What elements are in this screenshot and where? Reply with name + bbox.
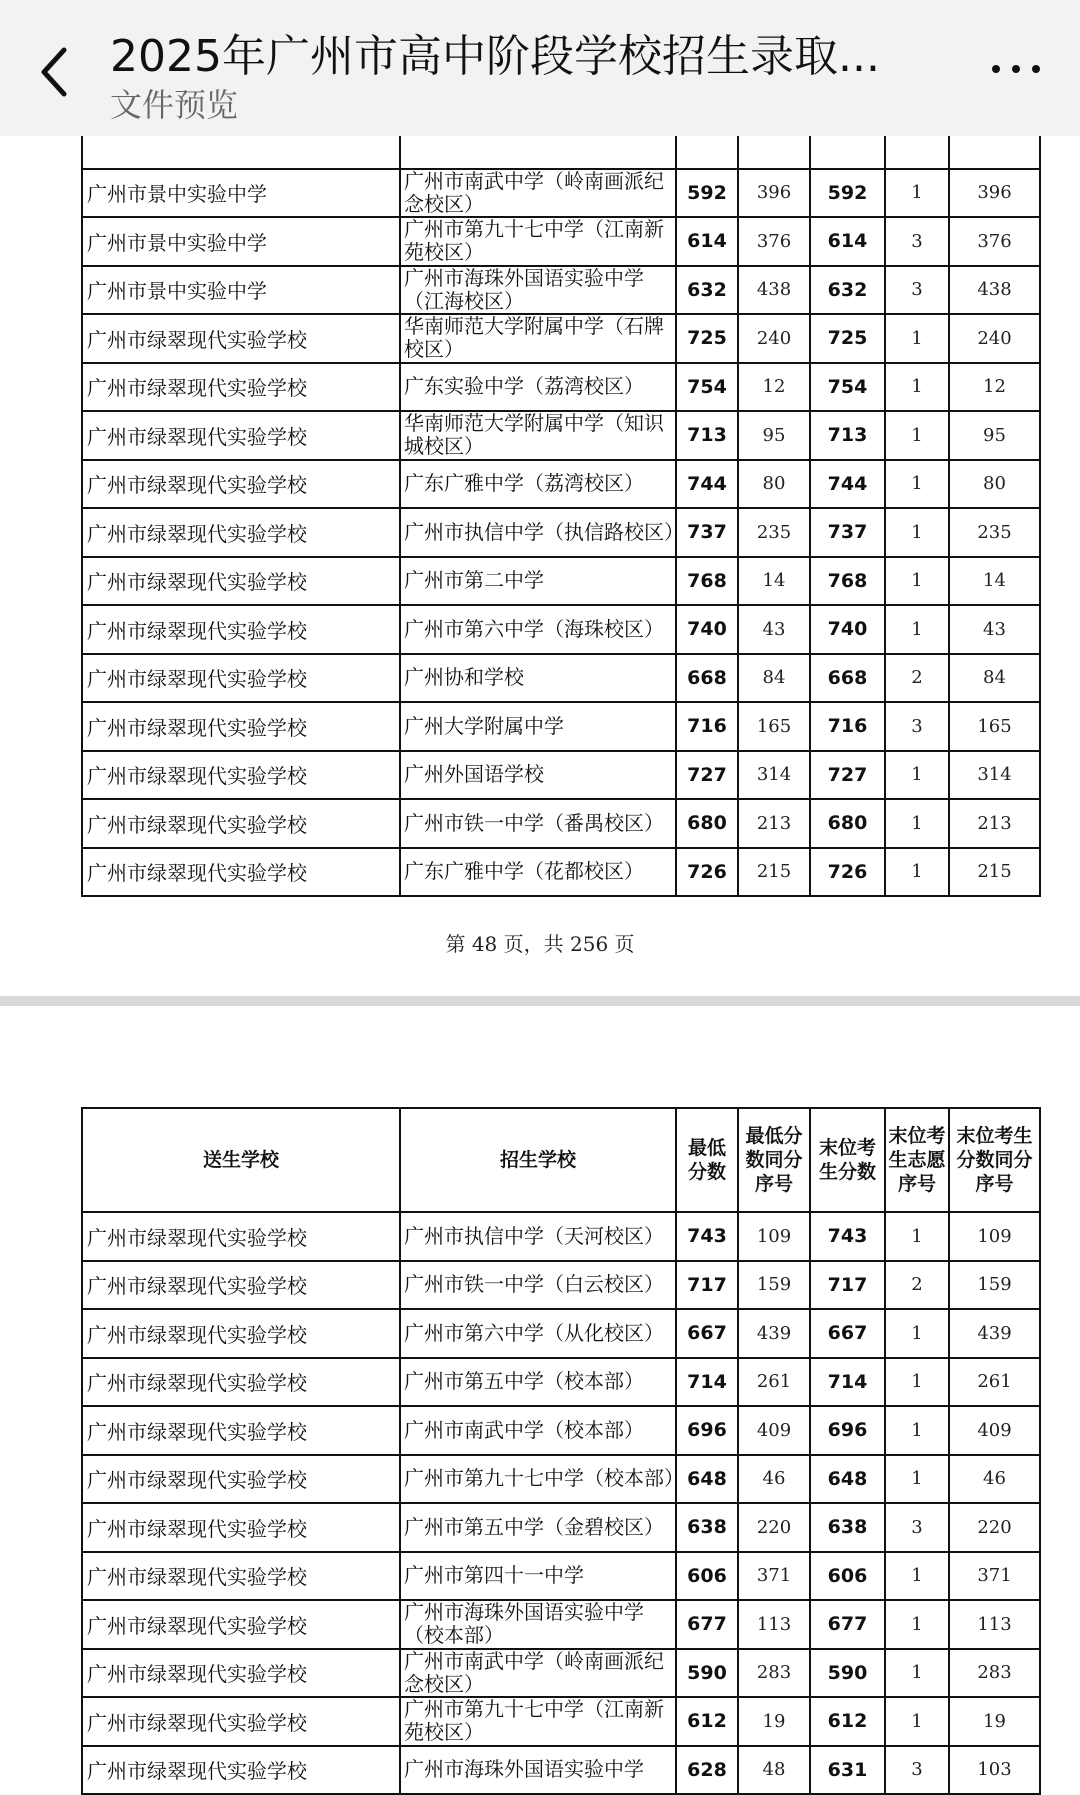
document-page-49	[0, 1006, 1080, 1784]
lowest-tie-seq-cell: 109	[738, 1212, 810, 1261]
lowest-tie-seq-cell: 220	[738, 1503, 810, 1552]
last-tie-seq-cell: 261	[949, 1358, 1040, 1407]
last-tie-seq-cell: 19	[949, 1697, 1040, 1746]
lowest-score-cell: 737	[676, 508, 738, 557]
sending-school-cell: 广州市绿翠现代实验学校	[82, 1746, 400, 1795]
lowest-score-cell: 668	[676, 654, 738, 703]
admitting-school-cell: 广州市铁一中学（番禺校区）	[400, 799, 676, 848]
lowest-score-cell: 680	[676, 799, 738, 848]
page-number-footer: 第 48 页，共 256 页	[445, 932, 635, 956]
last-tie-seq-cell: 371	[949, 1552, 1040, 1601]
last-score-cell: 716	[810, 702, 885, 751]
admitting-school-cell: 广州市南武中学（岭南画派纪念校区）	[400, 1649, 676, 1698]
lowest-score-cell: 614	[676, 217, 738, 266]
admitting-school-cell: 华南师范大学附属中学（石牌校区）	[400, 314, 676, 363]
lowest-tie-seq-cell: 409	[738, 1406, 810, 1455]
last-score-cell: 737	[810, 508, 885, 557]
lowest-tie-seq-cell: 48	[738, 1746, 810, 1795]
admission-table	[81, 119, 1041, 897]
sending-school-cell: 广州市绿翠现代实验学校	[82, 1309, 400, 1358]
wish-seq-cell: 1	[885, 1600, 949, 1649]
sending-school-cell: 广州市绿翠现代实验学校	[82, 1600, 400, 1649]
wish-seq-cell: 1	[885, 1649, 949, 1698]
lowest-score-cell: 606	[676, 1552, 738, 1601]
sending-school-cell: 广州市景中实验中学	[82, 169, 400, 218]
admitting-school-cell: 广州市第九十七中学（校本部）	[400, 1455, 676, 1504]
lowest-score-cell: 717	[676, 1261, 738, 1310]
wish-seq-cell: 1	[885, 1212, 949, 1261]
last-score-cell: 696	[810, 1406, 885, 1455]
wish-seq-cell: 3	[885, 266, 949, 315]
table-row	[82, 169, 1040, 218]
admitting-school-cell: 华南师范大学附属中学（知识城校区）	[400, 411, 676, 460]
lowest-tie-seq-cell: 19	[738, 1697, 810, 1746]
last-tie-seq-cell: 314	[949, 751, 1040, 800]
last-tie-seq-cell: 43	[949, 605, 1040, 654]
table-body	[82, 120, 1040, 896]
admitting-school-cell: 广州市第四十一中学	[400, 1552, 676, 1601]
lowest-score-cell: 754	[676, 363, 738, 412]
sending-school-cell: 广州市绿翠现代实验学校	[82, 557, 400, 606]
last-tie-seq-cell: 103	[949, 1746, 1040, 1795]
lowest-tie-seq-cell: 159	[738, 1261, 810, 1310]
last-tie-seq-cell: 240	[949, 314, 1040, 363]
table-header-row	[82, 1108, 1040, 1212]
document-page-48	[0, 136, 1080, 996]
sending-school-cell: 广州市绿翠现代实验学校	[82, 702, 400, 751]
last-tie-seq-cell: 12	[949, 363, 1040, 412]
sending-school-cell: 广州市绿翠现代实验学校	[82, 314, 400, 363]
lowest-score-cell: 592	[676, 169, 738, 218]
lowest-tie-seq-cell: 84	[738, 654, 810, 703]
lowest-score-cell: 632	[676, 266, 738, 315]
lowest-tie-seq-cell: 14	[738, 557, 810, 606]
wish-seq-cell: 3	[885, 217, 949, 266]
sending-school-cell: 广州市绿翠现代实验学校	[82, 411, 400, 460]
sending-school-cell: 广州市绿翠现代实验学校	[82, 1455, 400, 1504]
wish-seq-cell: 2	[885, 1261, 949, 1310]
back-button[interactable]	[30, 36, 86, 100]
chevron-left-icon	[30, 36, 86, 100]
last-tie-seq-cell: 409	[949, 1406, 1040, 1455]
table-row	[82, 1697, 1040, 1746]
last-score-cell: 632	[810, 266, 885, 315]
table-row	[82, 799, 1040, 848]
table-row	[82, 1503, 1040, 1552]
table-row	[82, 848, 1040, 897]
last-tie-seq-cell: 235	[949, 508, 1040, 557]
admitting-school-cell: 广州外国语学校	[400, 751, 676, 800]
table-row	[82, 363, 1040, 412]
sending-school-cell: 广州市绿翠现代实验学校	[82, 1503, 400, 1552]
last-score-cell: 744	[810, 460, 885, 509]
sending-school-cell: 广州市绿翠现代实验学校	[82, 460, 400, 509]
lowest-tie-seq-cell: 46	[738, 1455, 810, 1504]
admitting-school-cell: 广州市海珠外国语实验中学（校本部）	[400, 1600, 676, 1649]
admitting-school-cell: 广州市第九十七中学（江南新苑校区）	[400, 1697, 676, 1746]
last-score-cell: 638	[810, 1503, 885, 1552]
admitting-school-cell: 广州市执信中学（天河校区）	[400, 1212, 676, 1261]
sending-school-cell: 广州市绿翠现代实验学校	[82, 848, 400, 897]
admitting-school-cell: 广州市海珠外国语实验中学（江海校区）	[400, 266, 676, 315]
lowest-tie-seq-cell: 438	[738, 266, 810, 315]
header-lowest-score: 最低分数	[676, 1108, 738, 1212]
admitting-school-cell: 广州市第五中学（校本部）	[400, 1358, 676, 1407]
header-last-tie-seq: 末位考生分数同分序号	[949, 1108, 1040, 1212]
table-row	[82, 1358, 1040, 1407]
table-row	[82, 702, 1040, 751]
last-score-cell: 592	[810, 169, 885, 218]
header-last-wish-seq: 末位考生志愿序号	[885, 1108, 949, 1212]
wish-seq-cell: 1	[885, 605, 949, 654]
table-body	[82, 1212, 1040, 1794]
more-horizontal-icon	[1032, 65, 1040, 73]
last-score-cell: 714	[810, 1358, 885, 1407]
last-score-cell: 768	[810, 557, 885, 606]
last-tie-seq-cell: 376	[949, 217, 1040, 266]
table-row	[82, 460, 1040, 509]
last-score-cell: 725	[810, 314, 885, 363]
admitting-school-cell: 广东实验中学（荔湾校区）	[400, 363, 676, 412]
lowest-score-cell: 628	[676, 1746, 738, 1795]
lowest-tie-seq-cell: 12	[738, 363, 810, 412]
last-score-cell: 631	[810, 1746, 885, 1795]
admitting-school-cell: 广州市南武中学（校本部）	[400, 1406, 676, 1455]
sending-school-cell: 广州市绿翠现代实验学校	[82, 1552, 400, 1601]
sending-school-cell: 广州市绿翠现代实验学校	[82, 363, 400, 412]
wish-seq-cell: 1	[885, 508, 949, 557]
wish-seq-cell: 2	[885, 654, 949, 703]
lowest-tie-seq-cell: 95	[738, 411, 810, 460]
last-tie-seq-cell: 438	[949, 266, 1040, 315]
lowest-score-cell: 743	[676, 1212, 738, 1261]
page-separator	[0, 996, 1080, 1006]
lowest-score-cell: 768	[676, 557, 738, 606]
table-row	[82, 266, 1040, 315]
wish-seq-cell: 1	[885, 314, 949, 363]
wish-seq-cell: 3	[885, 1746, 949, 1795]
admitting-school-cell: 广州协和学校	[400, 654, 676, 703]
table-row	[82, 557, 1040, 606]
sending-school-cell: 广州市绿翠现代实验学校	[82, 1212, 400, 1261]
lowest-tie-seq-cell: 165	[738, 702, 810, 751]
sending-school-cell: 广州市绿翠现代实验学校	[82, 1261, 400, 1310]
wish-seq-cell: 1	[885, 848, 949, 897]
wish-seq-cell: 1	[885, 1406, 949, 1455]
wish-seq-cell: 1	[885, 363, 949, 412]
admitting-school-cell: 广州市铁一中学（白云校区）	[400, 1261, 676, 1310]
last-tie-seq-cell: 439	[949, 1309, 1040, 1358]
sending-school-cell: 广州市绿翠现代实验学校	[82, 751, 400, 800]
last-score-cell: 667	[810, 1309, 885, 1358]
lowest-score-cell: 740	[676, 605, 738, 654]
last-tie-seq-cell: 46	[949, 1455, 1040, 1504]
wish-seq-cell: 3	[885, 1503, 949, 1552]
table-row	[82, 314, 1040, 363]
wish-seq-cell: 1	[885, 1552, 949, 1601]
last-score-cell: 614	[810, 217, 885, 266]
lowest-score-cell: 716	[676, 702, 738, 751]
lowest-tie-seq-cell: 396	[738, 169, 810, 218]
wish-seq-cell: 1	[885, 1455, 949, 1504]
last-tie-seq-cell: 109	[949, 1212, 1040, 1261]
table-row	[82, 1212, 1040, 1261]
sending-school-cell: 广州市景中实验中学	[82, 217, 400, 266]
admitting-school-cell: 广东广雅中学（荔湾校区）	[400, 460, 676, 509]
admitting-school-cell: 广州市第九十七中学（江南新苑校区）	[400, 217, 676, 266]
lowest-score-cell: 612	[676, 1697, 738, 1746]
admitting-school-cell: 广州市第二中学	[400, 557, 676, 606]
last-tie-seq-cell: 396	[949, 169, 1040, 218]
last-score-cell: 668	[810, 654, 885, 703]
lowest-tie-seq-cell: 213	[738, 799, 810, 848]
sending-school-cell: 广州市绿翠现代实验学校	[82, 799, 400, 848]
last-score-cell: 680	[810, 799, 885, 848]
lowest-tie-seq-cell: 371	[738, 1552, 810, 1601]
lowest-tie-seq-cell: 261	[738, 1358, 810, 1407]
more-options-button[interactable]	[986, 54, 1046, 84]
lowest-score-cell: 727	[676, 751, 738, 800]
table-row	[82, 1600, 1040, 1649]
sending-school-cell: 广州市绿翠现代实验学校	[82, 605, 400, 654]
last-score-cell: 727	[810, 751, 885, 800]
wish-seq-cell: 1	[885, 460, 949, 509]
lowest-score-cell: 744	[676, 460, 738, 509]
lowest-tie-seq-cell: 376	[738, 217, 810, 266]
last-tie-seq-cell: 95	[949, 411, 1040, 460]
lowest-score-cell: 713	[676, 411, 738, 460]
last-tie-seq-cell: 84	[949, 654, 1040, 703]
document-title: 2025年广州市高中阶段学校招生录取...	[110, 31, 880, 82]
lowest-tie-seq-cell: 80	[738, 460, 810, 509]
more-horizontal-icon	[992, 65, 1000, 73]
admitting-school-cell: 广州市执信中学（执信路校区）	[400, 508, 676, 557]
lowest-score-cell: 638	[676, 1503, 738, 1552]
header-last-score: 末位考生分数	[810, 1108, 885, 1212]
sending-school-cell: 广州市绿翠现代实验学校	[82, 654, 400, 703]
admitting-school-cell: 广东广雅中学（花都校区）	[400, 848, 676, 897]
admitting-school-cell: 广州市第六中学（海珠校区）	[400, 605, 676, 654]
wish-seq-cell: 1	[885, 1309, 949, 1358]
table-row	[82, 1309, 1040, 1358]
last-tie-seq-cell: 283	[949, 1649, 1040, 1698]
sending-school-cell: 广州市景中实验中学	[82, 266, 400, 315]
table-row	[82, 1406, 1040, 1455]
last-score-cell: 648	[810, 1455, 885, 1504]
lowest-tie-seq-cell: 314	[738, 751, 810, 800]
last-score-cell: 740	[810, 605, 885, 654]
admitting-school-cell: 广州大学附属中学	[400, 702, 676, 751]
table-row	[82, 1746, 1040, 1795]
top-app-bar	[0, 0, 1080, 136]
lowest-score-cell: 696	[676, 1406, 738, 1455]
table-row	[82, 1649, 1040, 1698]
last-score-cell: 612	[810, 1697, 885, 1746]
admitting-school-cell: 广州市第六中学（从化校区）	[400, 1309, 676, 1358]
sending-school-cell: 广州市绿翠现代实验学校	[82, 1406, 400, 1455]
more-horizontal-icon	[1012, 65, 1020, 73]
last-tie-seq-cell: 165	[949, 702, 1040, 751]
lowest-score-cell: 714	[676, 1358, 738, 1407]
lowest-score-cell: 677	[676, 1600, 738, 1649]
lowest-score-cell: 648	[676, 1455, 738, 1504]
lowest-tie-seq-cell: 439	[738, 1309, 810, 1358]
last-tie-seq-cell: 220	[949, 1503, 1040, 1552]
last-score-cell: 743	[810, 1212, 885, 1261]
admitting-school-cell: 广州市南武中学（岭南画派纪念校区）	[400, 169, 676, 218]
last-tie-seq-cell: 215	[949, 848, 1040, 897]
header-sending-school: 送生学校	[82, 1108, 400, 1212]
last-tie-seq-cell: 113	[949, 1600, 1040, 1649]
sending-school-cell: 广州市绿翠现代实验学校	[82, 1697, 400, 1746]
lowest-tie-seq-cell: 240	[738, 314, 810, 363]
last-tie-seq-cell: 80	[949, 460, 1040, 509]
table-row	[82, 411, 1040, 460]
wish-seq-cell: 1	[885, 751, 949, 800]
admitting-school-cell: 广州市第五中学（金碧校区）	[400, 1503, 676, 1552]
last-score-cell: 606	[810, 1552, 885, 1601]
lowest-tie-seq-cell: 235	[738, 508, 810, 557]
wish-seq-cell: 1	[885, 411, 949, 460]
lowest-score-cell: 726	[676, 848, 738, 897]
lowest-tie-seq-cell: 43	[738, 605, 810, 654]
last-score-cell: 590	[810, 1649, 885, 1698]
lowest-tie-seq-cell: 215	[738, 848, 810, 897]
table-row	[82, 508, 1040, 557]
last-score-cell: 677	[810, 1600, 885, 1649]
sending-school-cell: 广州市绿翠现代实验学校	[82, 508, 400, 557]
table-row	[82, 605, 1040, 654]
sending-school-cell: 广州市绿翠现代实验学校	[82, 1358, 400, 1407]
wish-seq-cell: 1	[885, 1358, 949, 1407]
lowest-score-cell: 590	[676, 1649, 738, 1698]
last-score-cell: 713	[810, 411, 885, 460]
wish-seq-cell: 3	[885, 702, 949, 751]
last-score-cell: 726	[810, 848, 885, 897]
header-lowest-tie-seq: 最低分数同分序号	[738, 1108, 810, 1212]
last-tie-seq-cell: 159	[949, 1261, 1040, 1310]
wish-seq-cell: 1	[885, 169, 949, 218]
admitting-school-cell: 广州市海珠外国语实验中学	[400, 1746, 676, 1795]
wish-seq-cell: 1	[885, 1697, 949, 1746]
table-row	[82, 217, 1040, 266]
last-tie-seq-cell: 14	[949, 557, 1040, 606]
table-row	[82, 751, 1040, 800]
wish-seq-cell: 1	[885, 799, 949, 848]
lowest-tie-seq-cell: 113	[738, 1600, 810, 1649]
document-subtitle: 文件预览	[110, 86, 239, 124]
table-row	[82, 1455, 1040, 1504]
wish-seq-cell: 1	[885, 557, 949, 606]
table-row	[82, 1552, 1040, 1601]
last-score-cell: 717	[810, 1261, 885, 1310]
lowest-score-cell: 667	[676, 1309, 738, 1358]
header-admitting-school: 招生学校	[400, 1108, 676, 1212]
sending-school-cell: 广州市绿翠现代实验学校	[82, 1649, 400, 1698]
last-score-cell: 754	[810, 363, 885, 412]
table-row	[82, 654, 1040, 703]
last-tie-seq-cell: 213	[949, 799, 1040, 848]
lowest-tie-seq-cell: 283	[738, 1649, 810, 1698]
lowest-score-cell: 725	[676, 314, 738, 363]
admission-table	[81, 1107, 1041, 1795]
table-row	[82, 1261, 1040, 1310]
